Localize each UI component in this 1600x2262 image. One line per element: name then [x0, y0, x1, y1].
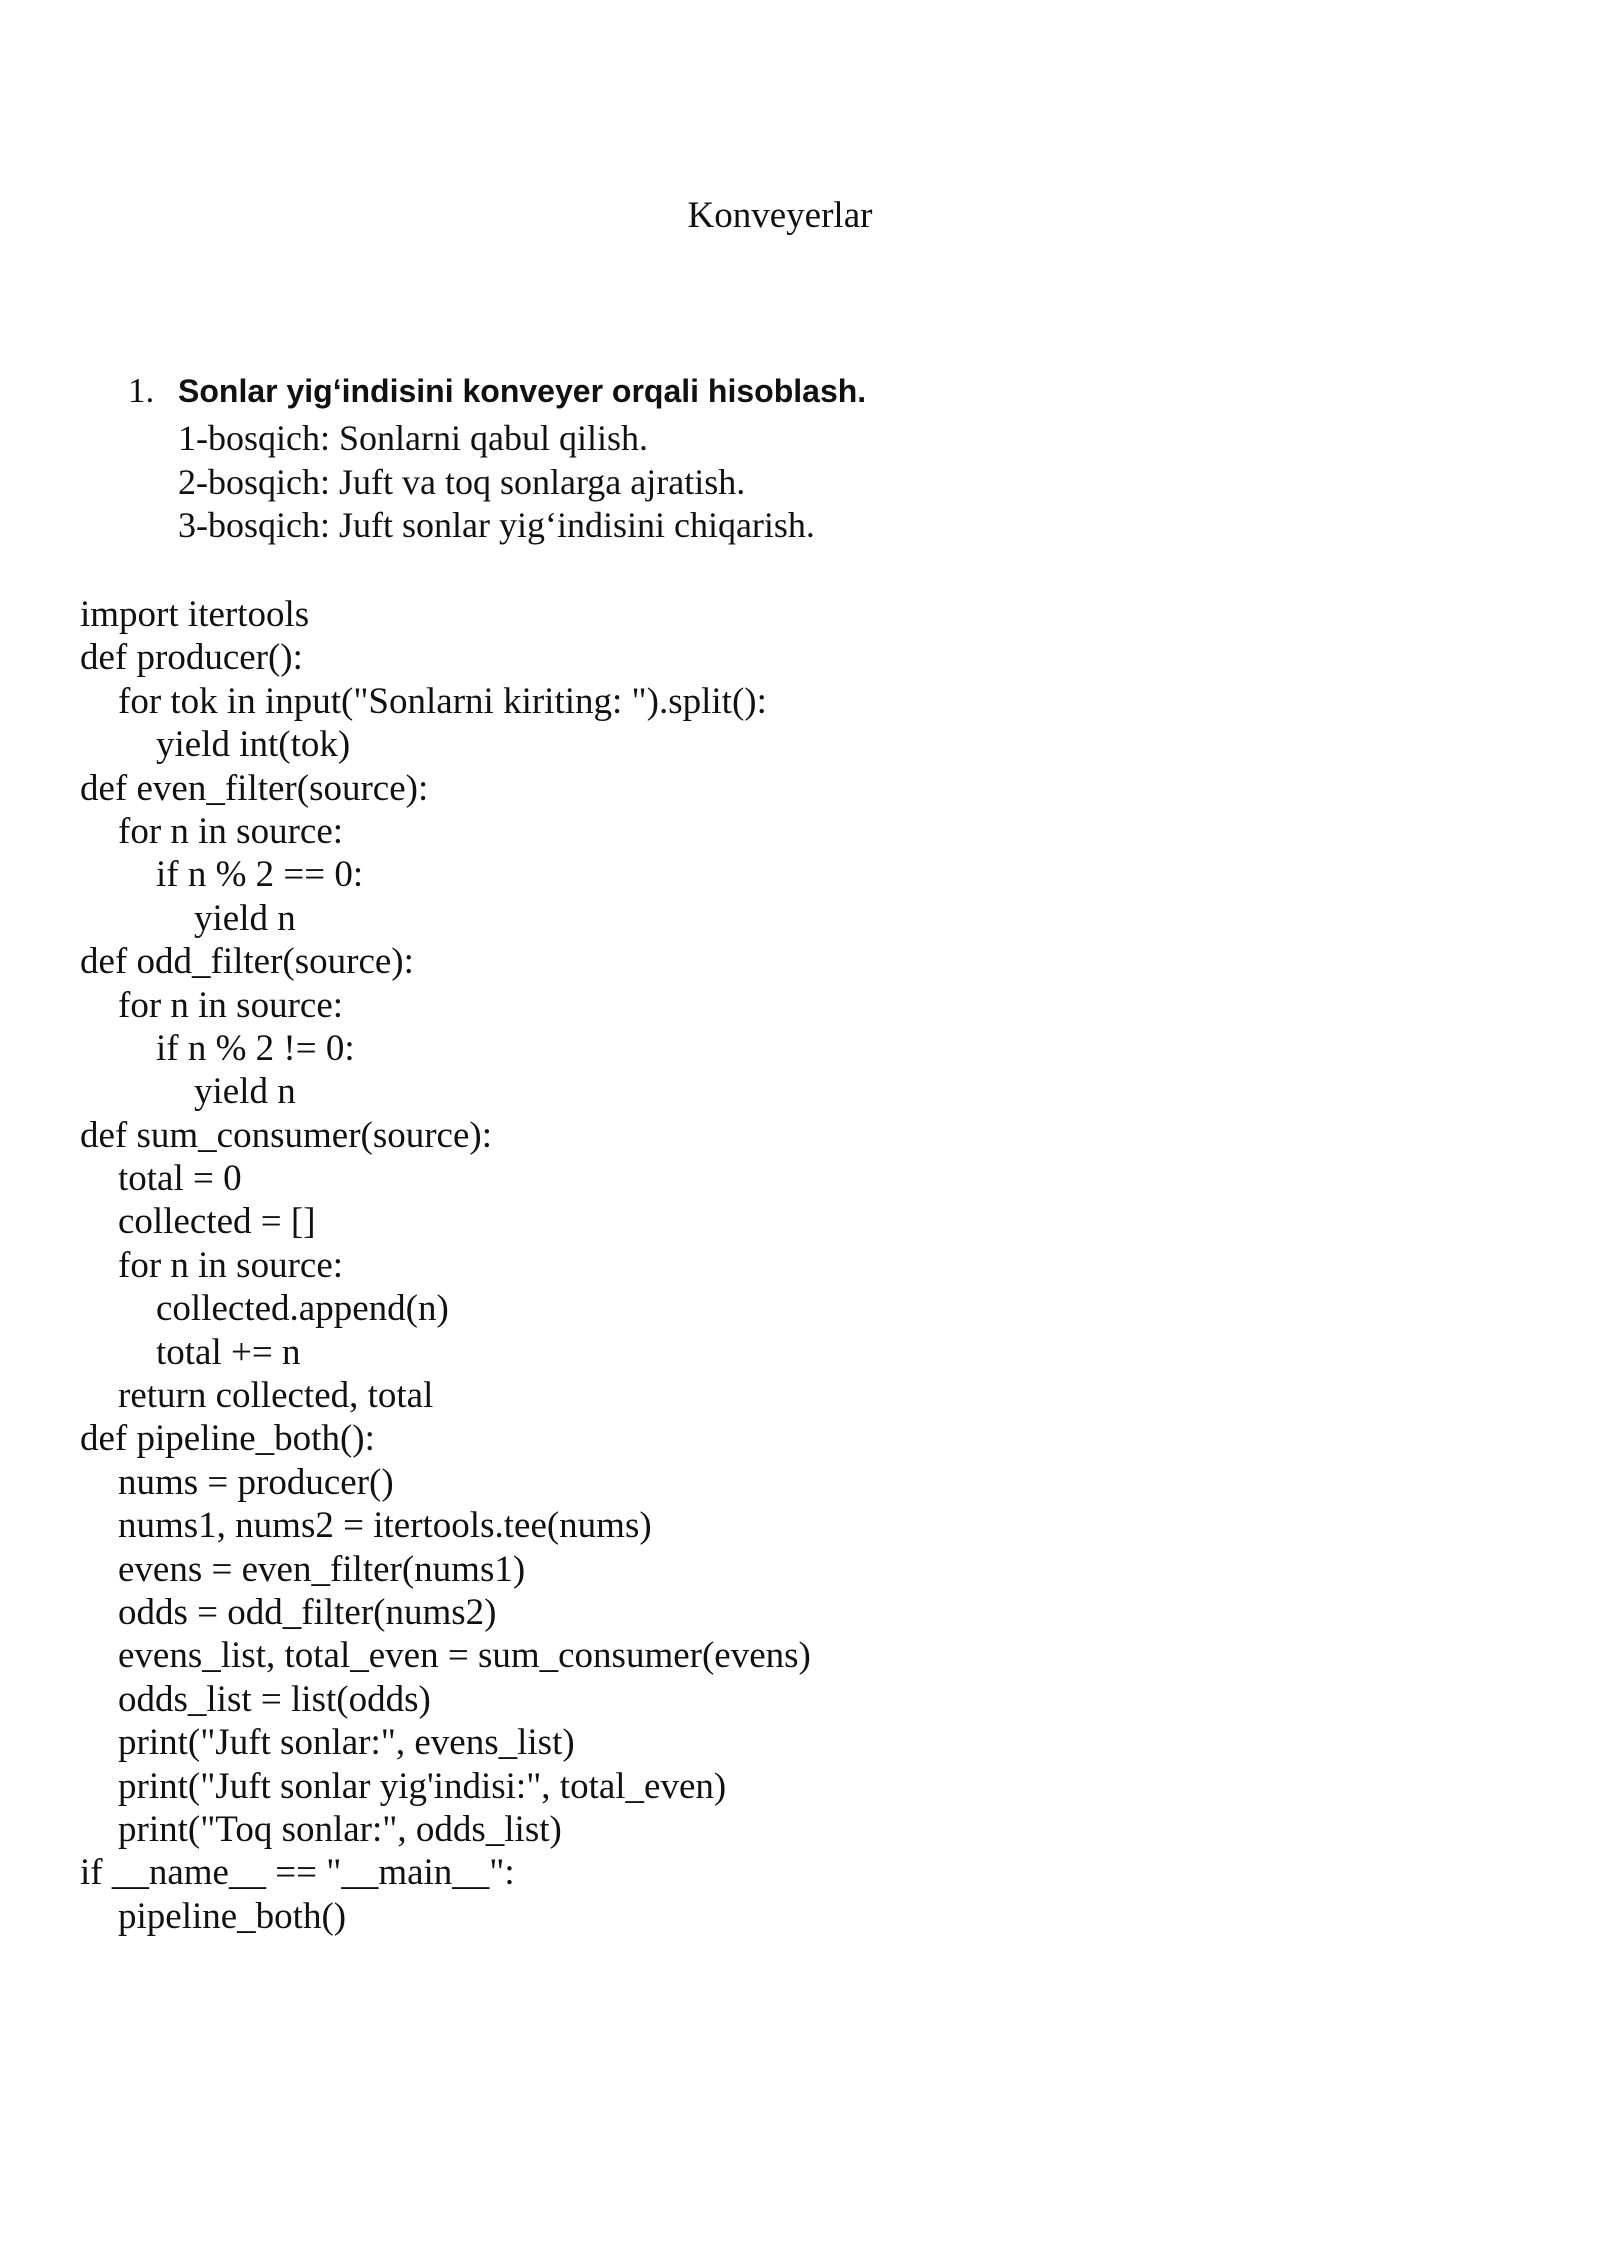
code-line: print("Juft sonlar:", evens_list): [118, 1722, 575, 1764]
task-step: 1-bosqich: Sonlarni qabul qilish.: [178, 418, 648, 458]
code-block: [80, 593, 1480, 1938]
code-line: total += n: [156, 1331, 301, 1373]
code-line: print("Juft sonlar yig'indisi:", total_even): [118, 1765, 727, 1807]
task-number: 1.: [128, 371, 155, 410]
code-line: yield int(tok): [156, 724, 351, 766]
code-line: for n in source:: [118, 810, 344, 852]
code-line: def producer():: [80, 637, 303, 679]
code-line: yield n: [194, 1071, 296, 1113]
code-line: def sum_consumer(source):: [80, 1114, 493, 1156]
code-line: nums = producer(): [118, 1461, 394, 1503]
code-line: for tok in input("Sonlarni kiriting: ").split():: [118, 680, 767, 722]
code-line: collected.append(n): [156, 1288, 449, 1330]
code-line: def even_filter(source):: [80, 767, 429, 809]
code-line: print("Toq sonlar:", odds_list): [118, 1808, 562, 1850]
code-line: def odd_filter(source):: [80, 941, 414, 983]
code-line: evens_list, total_even = sum_consumer(evens): [118, 1635, 811, 1677]
task-heading: [128, 365, 1428, 417]
code-line: evens = even_filter(nums1): [118, 1548, 526, 1590]
code-line: if n % 2 == 0:: [156, 854, 364, 896]
task-title: Sonlar yig‘indisini konveyer orqali hisoblash.: [178, 373, 867, 409]
task-step: 2-bosqich: Juft va toq sonlarga ajratish.: [178, 461, 746, 502]
code-line: import itertools: [80, 594, 310, 635]
code-line: nums1, nums2 = itertools.tee(nums): [118, 1505, 652, 1547]
code-line: total = 0: [118, 1158, 242, 1200]
code-line: def pipeline_both():: [80, 1418, 375, 1460]
task-step: 3-bosqich: Juft sonlar yig‘indisini chiqarish.: [178, 505, 815, 545]
code-line: odds = odd_filter(nums2): [118, 1591, 497, 1633]
task-steps: [178, 417, 1428, 548]
code-line: for n in source:: [118, 1244, 344, 1286]
code-line: return collected, total: [118, 1375, 434, 1417]
document-title: Konveyerlar: [687, 195, 873, 236]
code-line: pipeline_both(): [118, 1895, 347, 1937]
code-line: if __name__ == "__main__":: [80, 1852, 515, 1894]
code-line: yield n: [194, 897, 296, 939]
code-line: odds_list = list(odds): [118, 1678, 431, 1720]
task-section: [128, 365, 1428, 548]
code-line: collected = []: [118, 1201, 316, 1243]
code-line: if n % 2 != 0:: [156, 1027, 355, 1069]
code-line: for n in source:: [118, 984, 344, 1026]
